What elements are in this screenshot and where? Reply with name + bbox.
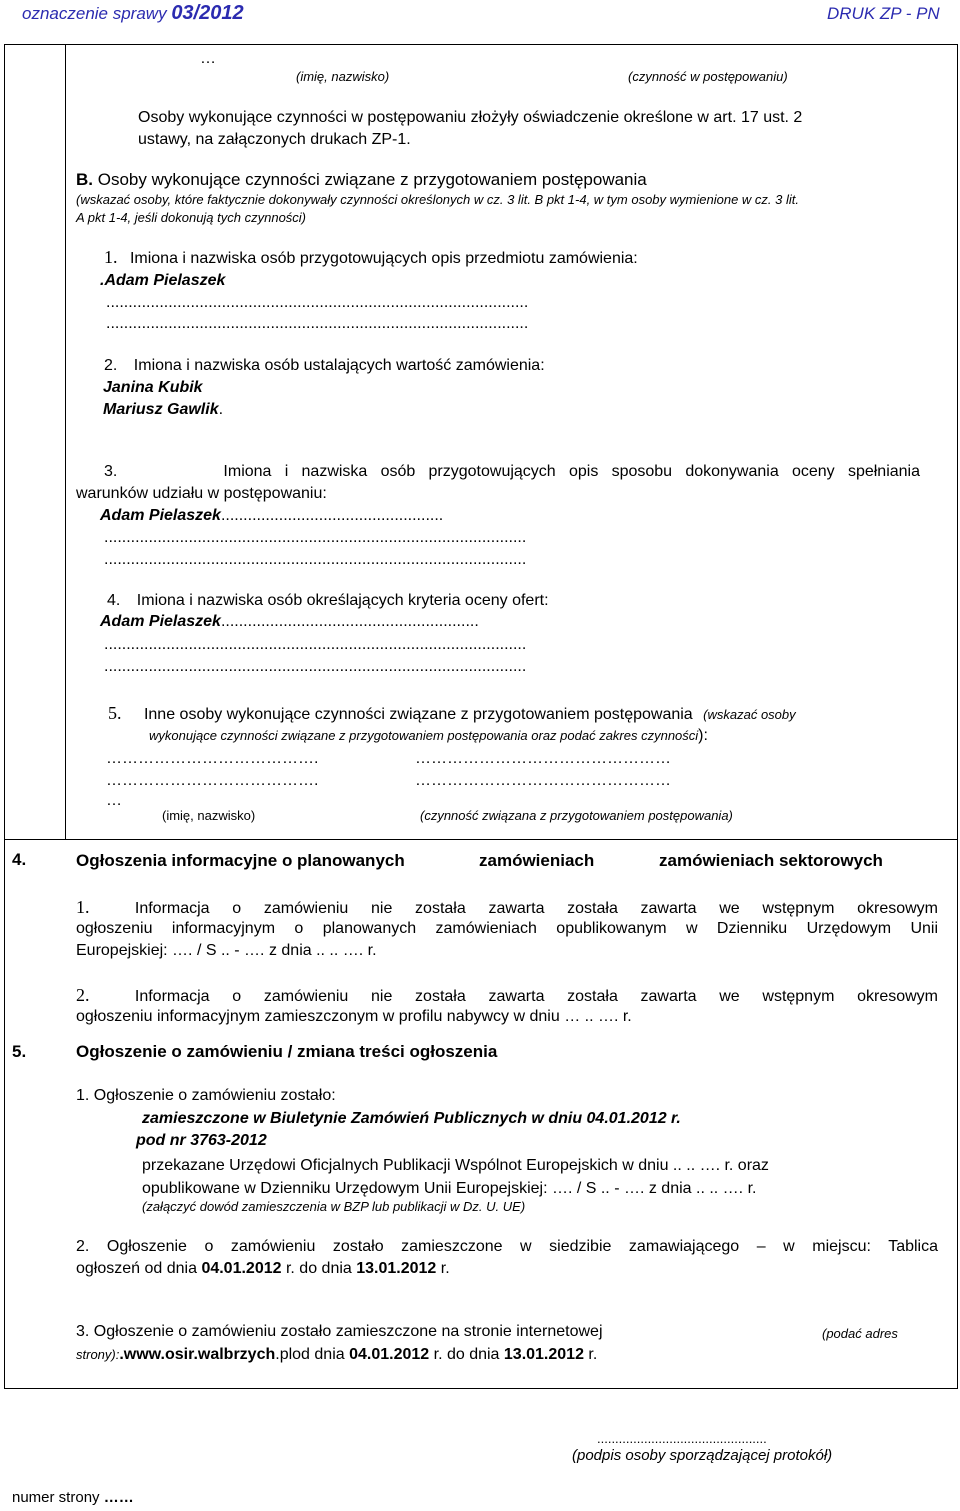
section-4-title-b: zamówieniach xyxy=(479,851,595,870)
item-5-note-b: wykonujące czynności związane z przygotowaniem postępowania oraz podać zakres czynności xyxy=(149,728,699,743)
item-2-name-1: Janina Kubik xyxy=(103,379,203,396)
item-1 xyxy=(104,247,638,268)
page-number-label: numer strony xyxy=(12,1489,100,1506)
section-b-title: Osoby wykonujące czynności związane z przygotowaniem postępowania xyxy=(97,170,647,189)
item-5-name-caption: (imię, nazwisko) xyxy=(162,808,256,823)
section-b-heading xyxy=(76,170,647,190)
item-5-label: Inne osoby wykonujące czynności związane z przygotowaniem postępowania xyxy=(143,706,693,723)
item-1-name: .Adam Pielaszek xyxy=(100,272,226,289)
item-3-label-2: warunków udziału w postępowaniu: xyxy=(76,485,327,502)
section-4-p1-line-2: ogłoszeniu informacyjnym o planowanych zamówieniach opublikowanym w Dzienniku Urzędowym Unii xyxy=(76,920,938,937)
notice-date-to: 13.01.2012 xyxy=(356,1260,437,1277)
item-2-name-2: Mariusz Gawlik xyxy=(103,401,219,418)
item-3-dots-1: ............................................................................................... xyxy=(104,529,527,546)
item-5-fill-right-1: ………………………………………… xyxy=(415,750,671,767)
item-5-fill-left-2: …………………………………. xyxy=(106,772,319,789)
section-4-number: 4. xyxy=(12,850,27,869)
signature-caption: (podpis osoby sporządzającej protokół) xyxy=(572,1447,833,1464)
case-number: 03/2012 xyxy=(171,2,244,24)
section-4-p2-line-1 xyxy=(76,985,938,1006)
website-date-to: 13.01.2012 xyxy=(503,1346,584,1363)
page-number-value: …… xyxy=(103,1489,134,1506)
statement-line-1: Osoby wykonujące czynności w postępowaniu złożyły oświadczenie określone w art. 17 ust. 2 xyxy=(138,109,803,126)
top-activity-caption: (czynność w postępowaniu) xyxy=(628,69,788,84)
section-5-p3-note: (podać adres xyxy=(822,1326,898,1341)
website-url: .www.osir.walbrzych xyxy=(119,1346,276,1363)
item-1-label: Imiona i nazwiska osób przygotowujących opis przedmiotu zamówienia: xyxy=(129,250,638,267)
item-2 xyxy=(104,357,545,375)
item-3-label-1: 3. Imiona i nazwiska osób przygotowujących opis sposobu dokonywania oceny spełniania xyxy=(104,463,921,480)
case-label-row xyxy=(22,2,244,25)
section-4-title-a: Ogłoszenia informacyjne o planowanych xyxy=(76,851,405,870)
item-5-fill-end: … xyxy=(106,792,122,809)
left-column-divider xyxy=(65,44,66,839)
item-4-label: Imiona i nazwiska osób określających kryteria oceny ofert: xyxy=(136,592,549,609)
section-5-ojeu-b: opublikowane w Dzienniku Urzędowym Unii Europejskiej: …. / S .. - …. z dnia .. .. …. r. xyxy=(142,1180,757,1197)
item-4-number: 4. xyxy=(107,592,121,609)
section-5-title: Ogłoszenie o zamówieniu / zmiana treści ogłoszenia xyxy=(76,1042,498,1061)
section-4-p2-line-2: ogłoszeniu informacyjnym zamieszczonym w profilu nabywcy w dniu … .. …. r. xyxy=(76,1008,632,1025)
item-3-name-row xyxy=(100,507,443,525)
section-5-p3-line-1: 3. Ogłoszenie o zamówieniu zostało zamieszczone na stronie internetowej xyxy=(76,1323,603,1340)
section-4-p1-text-1: Informacja o zamówieniu nie została zawarta została zawarta we wstępnym okresowym xyxy=(134,900,938,917)
section-5-bulletin: zamieszczone w Biuletynie Zamówień Publicznych w dniu 04.01.2012 r. xyxy=(142,1110,681,1127)
item-3-name-dots: .................................................. xyxy=(220,507,444,524)
section-divider xyxy=(4,839,957,840)
item-3-dots-2: ............................................................................................... xyxy=(104,551,527,568)
section-b-note-2: A pkt 1-4, jeśli dokonują tych czynności) xyxy=(76,210,307,225)
item-1-dots-2: ............................................................................................... xyxy=(106,315,529,332)
section-5-bulletin-number: pod nr 3763-2012 xyxy=(136,1132,267,1149)
item-5-note-row xyxy=(149,727,708,745)
item-4-dots-1: ............................................................................................... xyxy=(104,636,527,653)
form-name: DRUK ZP - PN xyxy=(827,4,940,23)
item-2-label: Imiona i nazwiska osób ustalających wartość zamówienia: xyxy=(133,357,545,374)
item-2-number: 2. xyxy=(104,357,118,374)
section-4-p1-number: 1. xyxy=(76,897,90,917)
page-number-row xyxy=(12,1489,134,1506)
website-date-from: 04.01.2012 xyxy=(349,1346,430,1363)
item-3-name: Adam Pielaszek xyxy=(100,507,221,524)
section-4-p1-line-1 xyxy=(76,897,938,918)
section-4-p2-number: 2. xyxy=(76,985,90,1005)
signature-dots: ............................................... xyxy=(597,1431,767,1446)
notice-date-from: 04.01.2012 xyxy=(201,1260,282,1277)
section-5-p1-label: 1. Ogłoszenie o zamówieniu zostało: xyxy=(76,1087,336,1104)
section-5-p1-note: (załączyć dowód zamieszczenia w BZP lub publikacji w Dz. U. UE) xyxy=(142,1199,526,1214)
top-name-caption: (imię, nazwisko) xyxy=(296,69,390,84)
section-4-p1-line-3: Europejskiej: …. / S .. - …. z dnia .. .. …. r. xyxy=(76,942,377,959)
item-4-name-dots: .......................................................... xyxy=(220,613,479,630)
section-5-ojeu-a: przekazane Urzędowi Oficjalnych Publikacji Wspólnot Europejskich w dniu .. .. …. r. oraz xyxy=(142,1157,769,1174)
case-label: oznaczenie sprawy xyxy=(22,4,167,23)
item-5-fill-right-2: ………………………………………… xyxy=(415,772,671,789)
item-5 xyxy=(108,703,796,724)
item-1-number: 1. xyxy=(104,247,118,267)
item-5-number: 5. xyxy=(108,703,122,723)
section-b-letter: B. xyxy=(76,170,93,189)
statement-line-2: ustawy, na załączonych drukach ZP-1. xyxy=(138,131,411,148)
item-1-dots-1: ............................................................................................... xyxy=(106,294,529,311)
item-4-dots-2: ............................................................................................... xyxy=(104,658,527,675)
item-5-note-a: (wskazać osoby xyxy=(703,707,796,722)
item-4-name: Adam Pielaszek xyxy=(100,613,221,630)
item-2-name-2-row xyxy=(103,401,223,419)
item-4 xyxy=(107,592,549,610)
item-2-name-2-suffix: . xyxy=(218,401,224,418)
section-4-p2-text-1: Informacja o zamówieniu nie została zawarta została zawarta we wstępnym okresowym xyxy=(134,988,938,1005)
section-5-number: 5. xyxy=(12,1042,27,1061)
item-5-activity-caption: (czynność związana z przygotowaniem postępowania) xyxy=(420,808,733,823)
section-5-p2-line-1: 2. Ogłoszenie o zamówieniu zostało zamieszczone w siedzibie zamawiającego – w miejscu: Tablica xyxy=(76,1238,938,1255)
section-5-p3-line-2: strony):.www.osir.walbrzych.plod dnia 04.01.2012 r. do dnia 13.01.2012 r. xyxy=(76,1346,598,1363)
section-5-p2-line-2: ogłoszeń od dnia 04.01.2012 r. do dnia 13.01.2012 r. xyxy=(76,1260,450,1277)
item-4-name-row xyxy=(100,613,479,631)
item-5-note-end: ): xyxy=(698,727,708,744)
section-4-title-c: zamówieniach sektorowych xyxy=(659,851,883,870)
section-5-p3-note-2: strony): xyxy=(76,1347,120,1362)
section-b-note-1: (wskazać osoby, które faktycznie dokonywały czynności określonych w cz. 3 lit. B pkt 1-4, w tym osoby wymienione w cz. 3 lit. xyxy=(76,192,799,207)
item-5-fill-left-1: …………………………………. xyxy=(106,750,319,767)
top-ellipsis: … xyxy=(200,50,216,67)
